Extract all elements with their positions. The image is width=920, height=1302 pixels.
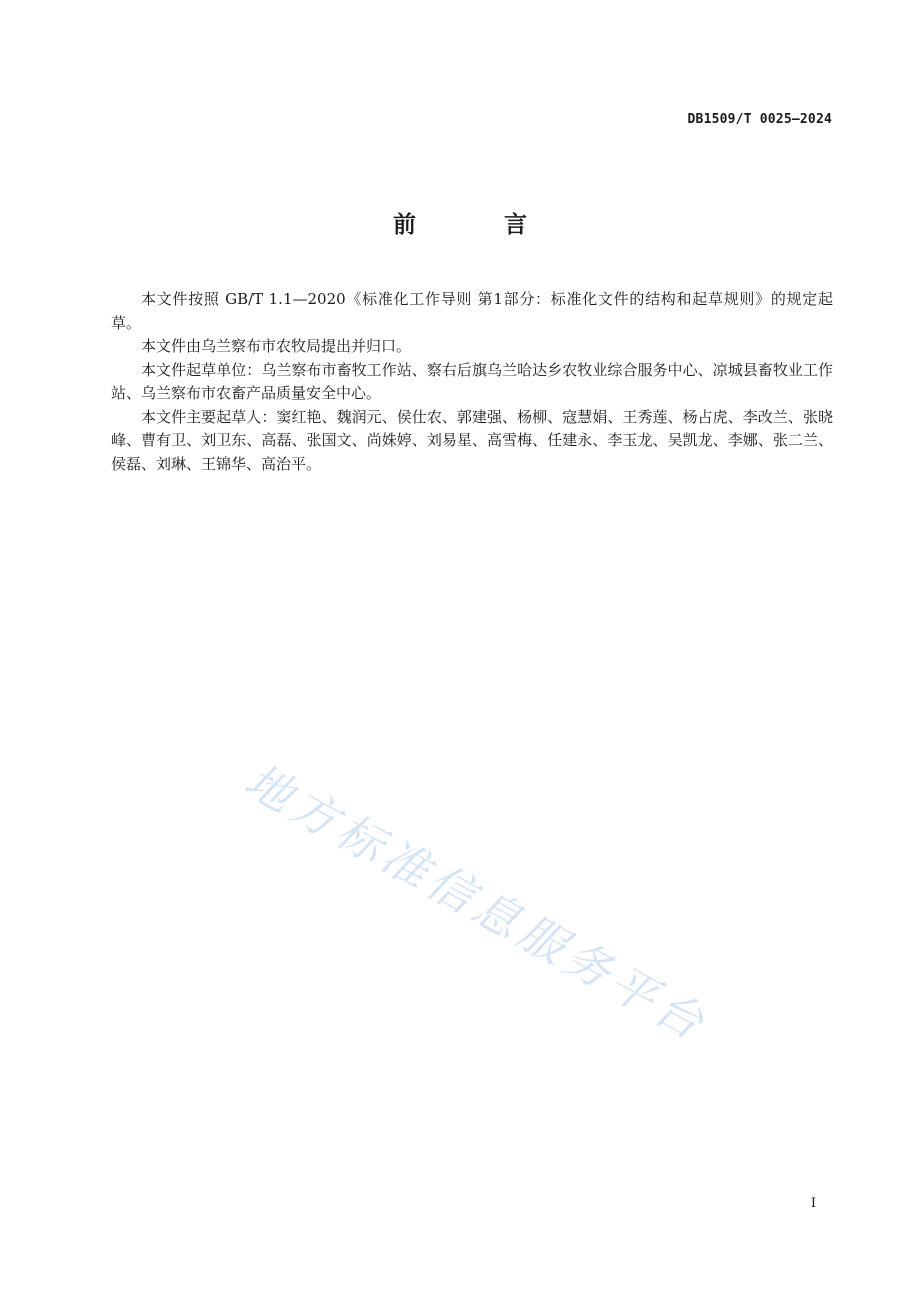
paragraph-proposer: 本文件由乌兰察布市农牧局提出并归口。 <box>141 337 412 355</box>
paragraph-drafters: 本文件主要起草人：窦红艳、魏润元、侯仕农、郭建强、杨柳、寇慧娟、王秀莲、杨占虎、李改兰、张晓峰、曹有卫、刘卫东、高磊、张国文、尚姝婷、刘易星、高雪梅、任建永、李玉龙、吴凯龙、李娜、张二兰、侯磊、刘琳、王锦华、高治平。 <box>111 407 833 473</box>
paragraph-drafting-units: 本文件起草单位：乌兰察布市畜牧工作站、察右后旗乌兰哈达乡农牧业综合服务中心、凉城县畜牧业工作站、乌兰察布市农畜产品质量安全中心。 <box>111 360 833 402</box>
page-title: 前 言 <box>392 212 567 238</box>
foreword-body <box>111 288 833 476</box>
page-number: I <box>810 1196 816 1211</box>
paragraph-drafting-rules: 本文件按照 GB/T 1.1—2020《标准化工作导则 第1部分：标准化文件的结构和起草规则》的规定起草。 <box>111 290 833 332</box>
document-code: DB1509/T 0025—2024 <box>687 112 832 127</box>
platform-watermark: 地方标准信息服务平台 <box>236 752 718 1053</box>
